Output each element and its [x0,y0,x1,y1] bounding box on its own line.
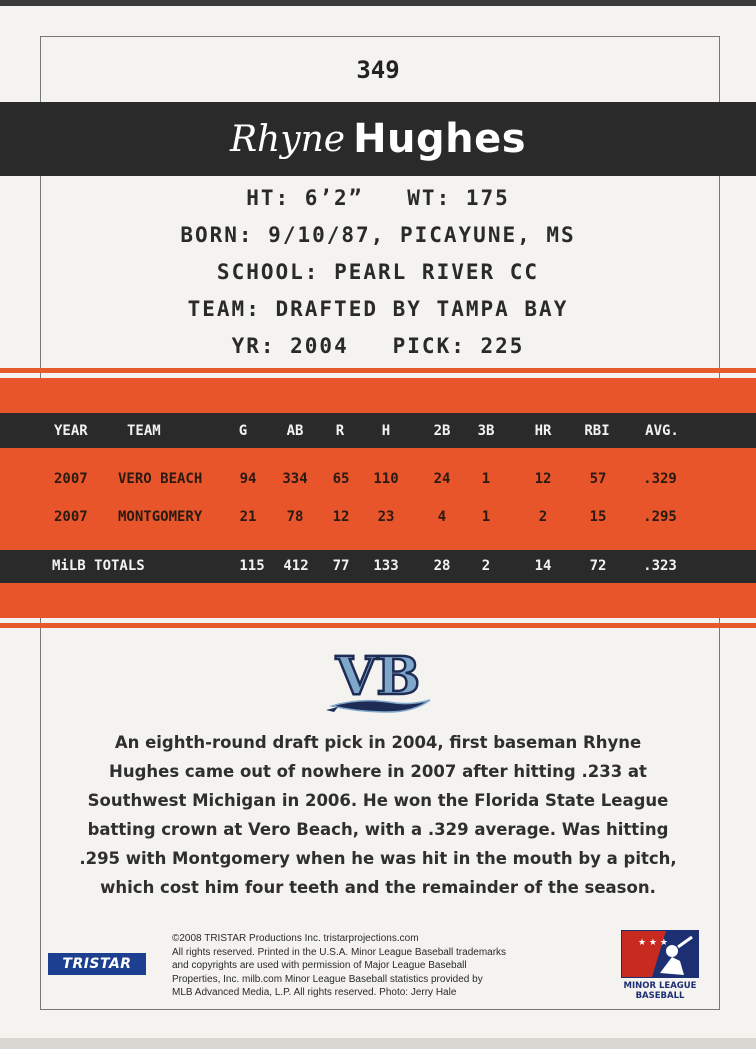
stats-cell: 94 [239,471,257,487]
stats-cell: 2007 [54,509,88,525]
legal-line: Properties, Inc. milb.com Minor League Baseball statistics provided by [172,973,483,985]
stats-cell: .295 [643,509,677,525]
stats-cell: 65 [332,471,350,487]
milb-text-line: MINOR LEAGUE [623,981,697,991]
svg-text:VB: VB [335,646,421,707]
player-bio [0,180,756,365]
stats-total-cell: 115 [239,558,265,574]
blurb-line: Southwest Michigan in 2006. He won the Florida State League [87,791,669,810]
player-blurb [60,728,696,902]
stats-total-label: MiLB TOTALS [52,558,145,574]
stats-cell: 4 [437,509,447,525]
stats-header-cell: AB [286,423,304,439]
svg-text:★ ★ ★: ★ ★ ★ [638,938,668,948]
stats-cell: 23 [377,509,395,525]
milb-logo-text [618,981,702,1001]
minor-league-baseball-logo [618,930,702,1002]
stats-total-cell: 72 [589,558,607,574]
player-first-name: Rhyne [229,118,346,160]
stats-total-cell: 412 [283,558,309,574]
vero-beach-logo-icon [318,640,438,720]
bio-born: BORN: 9/10/87, PICAYUNE, MS [180,223,576,247]
player-name-bar [0,102,756,176]
stats-cell: 57 [589,471,607,487]
stats-header-cell: HR [534,423,552,439]
stats-cell: .329 [643,471,677,487]
legal-line: ©2008 TRISTAR Productions Inc. tristarprojections.com [172,933,419,944]
stats-cell: 110 [373,471,399,487]
stats-total-cell: 133 [373,558,399,574]
stats-cell: 1 [481,471,491,487]
legal-text [172,932,602,1000]
legal-line: and copyrights are used with permission of Major League Baseball [172,960,467,971]
stats-cell: 21 [239,509,257,525]
milb-flag-icon [621,930,699,978]
tristar-logo-text: TRISTAR [62,956,132,972]
stats-header-bar [0,413,756,448]
stats-cell: 2 [538,509,548,525]
bio-height-weight: HT: 6’2” WT: 175 [246,186,510,210]
tristar-logo [48,953,146,975]
stats-cell: 24 [433,471,451,487]
stats-cell: 78 [286,509,304,525]
orange-stripe-top [0,368,756,373]
stats-cell: 1 [481,509,491,525]
stats-header-cell: AVG. [645,423,679,439]
stats-header-cell: R [335,423,345,439]
player-last-name: Hughes [353,116,527,162]
blurb-line: which cost him four teeth and the remainder of the season. [100,878,656,897]
blurb-line: Hughes came out of nowhere in 2007 after hitting .233 at [109,762,647,781]
orange-stripe-bottom [0,623,756,628]
stats-header-cell: YEAR [54,423,88,439]
stats-header-cell: TEAM [127,423,161,439]
stats-header-cell: RBI [584,423,610,439]
milb-text-line: BASEBALL [635,991,685,1001]
stats-total-cell: 28 [433,558,451,574]
stats-cell: 15 [589,509,607,525]
bio-school: SCHOOL: PEARL RIVER CC [216,260,540,284]
bio-team: TEAM: DRAFTED BY TAMPA BAY [187,297,569,321]
stats-cell: 2007 [54,471,88,487]
legal-line: All rights reserved. Printed in the U.S.A. Minor League Baseball trademarks [172,946,507,958]
stats-cell: 334 [282,471,308,487]
stats-header-cell: G [238,423,248,439]
stats-cell: 12 [332,509,350,525]
blurb-line: An eighth-round draft pick in 2004, first baseman Rhyne [114,733,642,752]
stats-total-cell: 2 [481,558,491,574]
stats-header-cell: 2B [433,423,451,439]
bottom-band [0,1038,756,1049]
stats-total-cell: 14 [534,558,552,574]
top-border [0,0,756,6]
stats-cell: 12 [534,471,552,487]
card-number: 349 [356,56,400,84]
stats-cell: MONTGOMERY [118,509,203,525]
stats-cell: VERO BEACH [118,471,203,487]
stats-header-cell: 3B [477,423,495,439]
stats-total-cell: .323 [643,558,677,574]
legal-line: MLB Advanced Media, L.P. All rights reserved. Photo: Jerry Hale [172,987,457,998]
blurb-line: .295 with Montgomery when he was hit in the mouth by a pitch, [79,849,677,868]
stats-header-cell: H [381,423,391,439]
stats-total-cell: 77 [332,558,350,574]
blurb-line: batting crown at Vero Beach, with a .329 average. Was hitting [87,820,669,839]
bio-draft: YR: 2004 PICK: 225 [231,334,525,358]
